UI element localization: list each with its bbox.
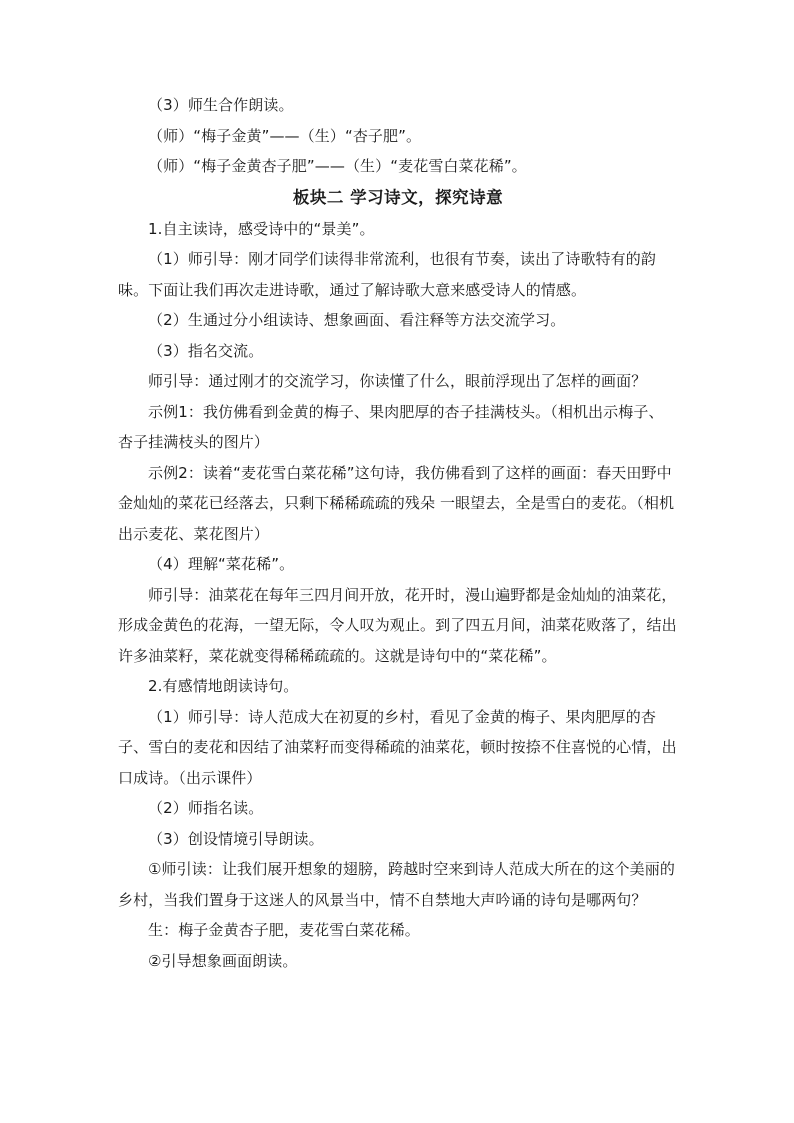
section-heading: 板块二 学习诗文，探究诗意 <box>292 187 504 207</box>
paragraph: 2.有感情地朗读诗句。 <box>148 677 299 695</box>
document-body <box>118 90 678 976</box>
paragraph: ②引导想象画面朗读。 <box>148 951 298 970</box>
paragraph: （3）师生合作朗读。 <box>148 96 294 114</box>
paragraph: ①师引读：让我们展开想象的翅膀，跨越时空来到诗人范成大所在的这个美丽的乡村，当我们置身于这迷人的风景当中，情不自禁地大声吟诵的诗句是哪两句？ <box>118 860 675 909</box>
paragraph: （2）师指名读。 <box>148 799 264 817</box>
paragraph: 1.自主读诗，感受诗中的“景美”。 <box>148 219 375 238</box>
paragraph: 示例1：我仿佛看到金黄的梅子、果肉肥厚的杏子挂满枝头。（相机出示梅子、杏子挂满枝头的图片） <box>118 402 664 451</box>
paragraph: 示例2：读着“麦花雪白菜花稀”这句诗，我仿佛看到了这样的画面：春天田野中金灿灿的菜花已经落去，只剩下稀稀疏疏的残朵 一眼望去，全是雪白的麦花。（相机出示麦花、菜花图片） <box>118 463 675 543</box>
paragraph: （1）师引导：诗人范成大在初夏的乡村，看见了金黄的梅子、果肉肥厚的杏子、雪白的麦花和因结了油菜籽而变得稀疏的油菜花，顿时按捺不住喜悦的心情，出口成诗。（出示课件） <box>118 707 677 787</box>
paragraph: （3）创设情境引导朗读。 <box>148 829 324 848</box>
paragraph: （4）理解“菜花稀”。 <box>148 555 295 573</box>
paragraph: 师引导：通过刚才的交流学习，你读懂了什么，眼前浮现出了怎样的画面？ <box>148 372 647 390</box>
paragraph: （3）指名交流。 <box>148 341 264 360</box>
paragraph: 生：梅子金黄杏子肥，麦花雪白菜花稀。 <box>148 921 420 939</box>
paragraph: （2）生通过分小组读诗、想象画面、看注释等方法交流学习。 <box>148 311 566 329</box>
paragraph: （1）师引导：刚才同学们读得非常流利，也很有节奏，读出了诗歌特有的韵味。下面让我们再次走进诗歌，通过了解诗歌大意来感受诗人的情感。 <box>118 250 656 299</box>
paragraph: （师）“梅子金黄”——（生）“杏子肥”。 <box>148 126 422 145</box>
paragraph: 师引导：油菜花在每年三四月间开放，花开时，漫山遍野都是金灿灿的油菜花，形成金黄色的花海，一望无际，令人叹为观止。到了四五月间，油菜花败落了，结出许多油菜籽，菜花就变得稀稀疏疏的。这就是诗句中的“菜花稀”。 <box>118 585 677 665</box>
paragraph: （师）“梅子金黄杏子肥”——（生）“麦花雪白菜花稀”。 <box>148 157 527 175</box>
